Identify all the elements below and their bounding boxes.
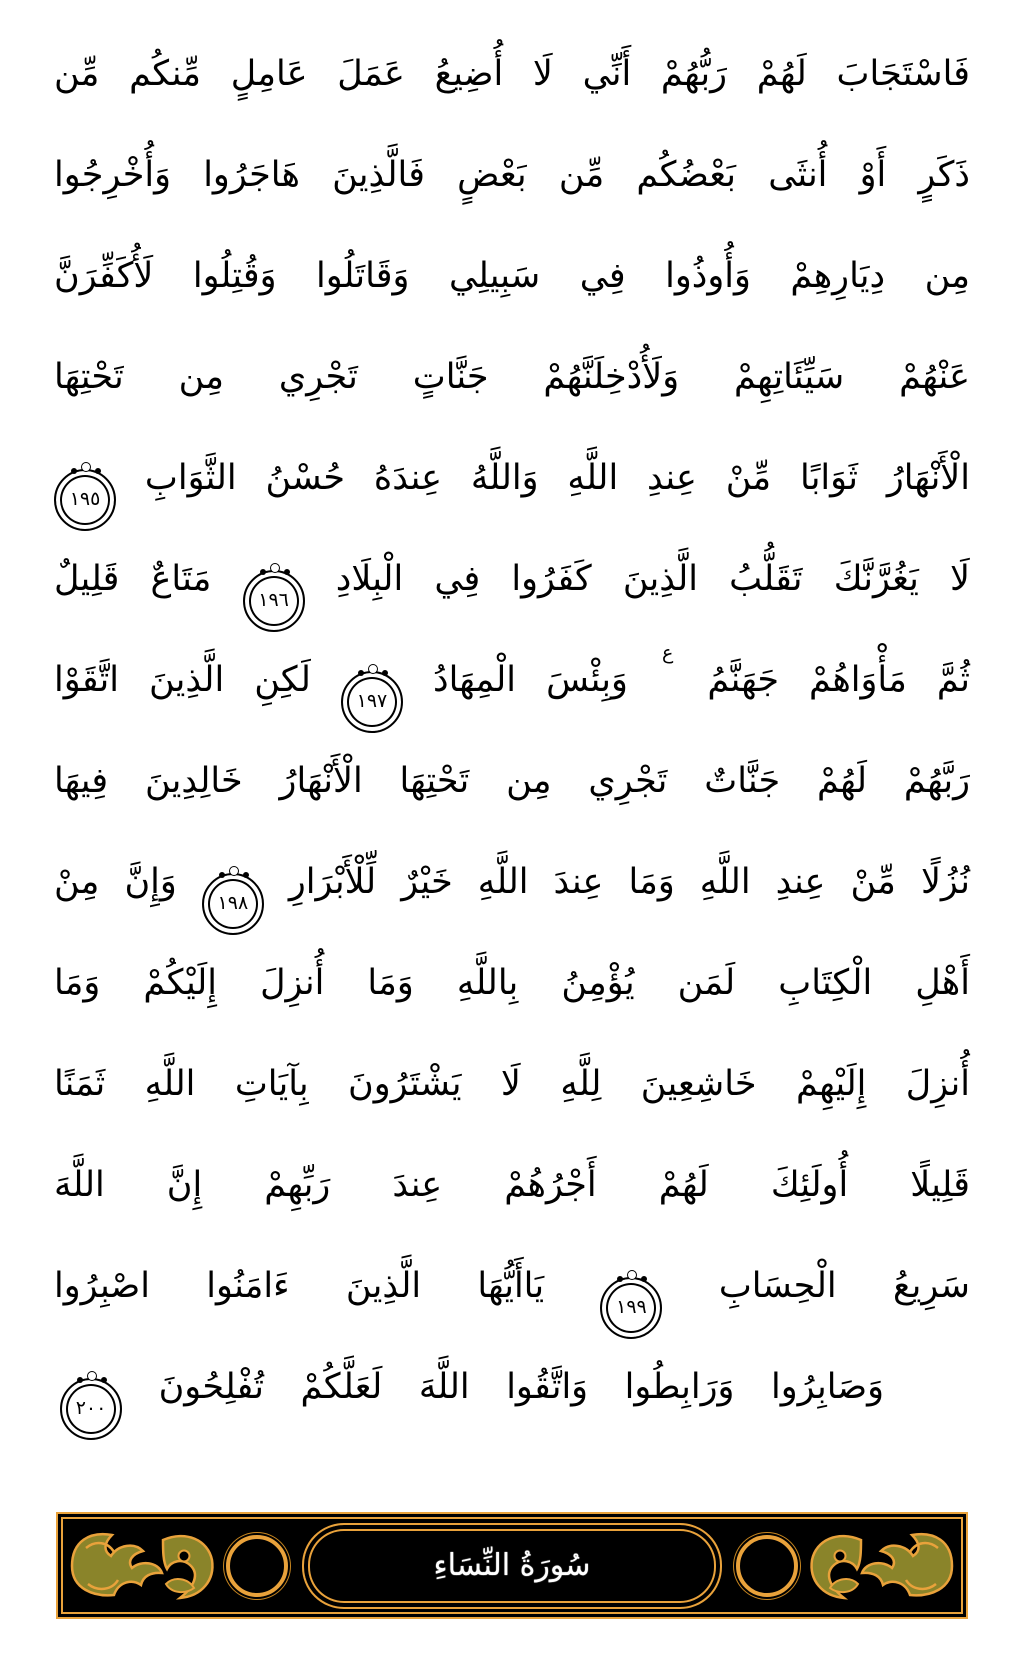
quran-line (54, 327, 970, 428)
ayah-text: أُنزِلَ إِلَيْهِمْ خَاشِعِينَ لِلَّهِ لَا يَشْتَرُونَ بِآيَاتِ اللَّهِ ثَمَنًا (54, 1064, 970, 1104)
quran-line (54, 933, 970, 1034)
ayah-text: يَاأَيُّهَا الَّذِينَ ءَامَنُوا اصْبِرُوا (54, 1266, 545, 1306)
ayah-text: وَإِنَّ مِنْ (54, 862, 177, 902)
ayah-text: سَرِيعُ الْحِسَابِ (718, 1266, 970, 1306)
arabesque-ornament-left-icon (68, 1526, 218, 1606)
surah-title-band (56, 1512, 968, 1619)
ayah-text: ذَكَرٍ أَوْ أُنثَى بَعْضُكُم مِّن بَعْضٍ فَالَّذِينَ هَاجَرُوا وَأُخْرِجُوا (54, 155, 970, 195)
band-medallion-right (736, 1535, 798, 1597)
verse-number-marker (54, 469, 116, 531)
ayah-text: رَبَّهُمْ لَهُمْ جَنَّاتٌ تَجْرِي مِن تَحْتِهَا الْأَنْهَارُ خَالِدِينَ فِيهَا (54, 761, 970, 801)
ayah-text: نُزُلًا مِّنْ عِندِ اللَّهِ وَمَا عِندَ اللَّهِ خَيْرٌ لِّلْأَبْرَارِ (288, 862, 970, 902)
quran-line (54, 832, 970, 933)
verse-number-marker (202, 873, 264, 935)
quran-line (54, 1337, 970, 1438)
arabesque-ornament-right-icon (806, 1526, 956, 1606)
quran-line (54, 428, 970, 529)
ayah-text: لَا يَغُرَّنَّكَ تَقَلُّبُ الَّذِينَ كَفَرُوا فِي الْبِلَادِ (335, 559, 970, 599)
quran-line (54, 1034, 970, 1135)
ayah-text: ثُمَّ مَأْوَاهُمْ جَهَنَّمُ (707, 660, 970, 700)
ayah-text: لَكِنِ الَّذِينَ اتَّقَوْا (54, 660, 311, 700)
band-medallion-left (226, 1535, 288, 1597)
verse-number: ١٩٩ (616, 1296, 647, 1318)
quran-line (54, 731, 970, 832)
quran-line (54, 24, 970, 125)
ayah-text: فَاسْتَجَابَ لَهُمْ رَبُّهُمْ أَنِّي لَا أُضِيعُ عَمَلَ عَامِلٍ مِّنكُم مِّن (54, 54, 970, 94)
quran-line (54, 1236, 970, 1337)
verse-number-marker (243, 570, 305, 632)
verse-number: ٢٠٠ (75, 1397, 107, 1419)
verse-number: ١٩٨ (217, 892, 249, 914)
verse-number-marker (60, 1378, 122, 1440)
verse-number-marker (600, 1277, 662, 1339)
quran-line (54, 1135, 970, 1236)
ayah-text: أَهْلِ الْكِتَابِ لَمَن يُؤْمِنُ بِاللَّهِ وَمَا أُنزِلَ إِلَيْكُمْ وَمَا (54, 963, 970, 1003)
quran-line (54, 529, 970, 630)
verse-number: ١٩٦ (258, 589, 289, 611)
ayah-text: قَلِيلًا أُولَئِكَ لَهُمْ أَجْرُهُمْ عِندَ رَبِّهِمْ إِنَّ اللَّهَ (54, 1165, 970, 1205)
verse-number: ١٩٥ (69, 488, 101, 510)
surah-title-cartouche (302, 1523, 722, 1609)
ayah-text: عَنْهُمْ سَيِّئَاتِهِمْ وَلَأُدْخِلَنَّهُمْ جَنَّاتٍ تَجْرِي مِن تَحْتِهَا (54, 357, 970, 397)
quran-text-block (54, 24, 970, 1438)
quran-line (54, 125, 970, 226)
ayah-text: وَبِئْسَ الْمِهَادُ (433, 660, 628, 700)
ayah-text: الْأَنْهَارُ ثَوَابًا مِّنْ عِندِ اللَّهِ وَاللَّهُ عِندَهُ حُسْنُ الثَّوَابِ (144, 458, 970, 498)
verse-number: ١٩٧ (356, 690, 388, 712)
ruku-marker: ع (661, 642, 674, 664)
surah-title: سُورَةُ النِّسَاءِ (433, 1547, 591, 1583)
verse-number-marker (341, 671, 403, 733)
quran-line (54, 226, 970, 327)
ayah-text: مِن دِيَارِهِمْ وَأُوذُوا فِي سَبِيلِي وَقَاتَلُوا وَقُتِلُوا لَأُكَفِّرَنَّ (54, 256, 970, 296)
ayah-text: وَصَابِرُوا وَرَابِطُوا وَاتَّقُوا اللَّهَ لَعَلَّكُمْ تُفْلِحُونَ (158, 1367, 884, 1407)
quran-line (54, 630, 970, 731)
ayah-text: مَتَاعٌ قَلِيلٌ (54, 559, 212, 599)
